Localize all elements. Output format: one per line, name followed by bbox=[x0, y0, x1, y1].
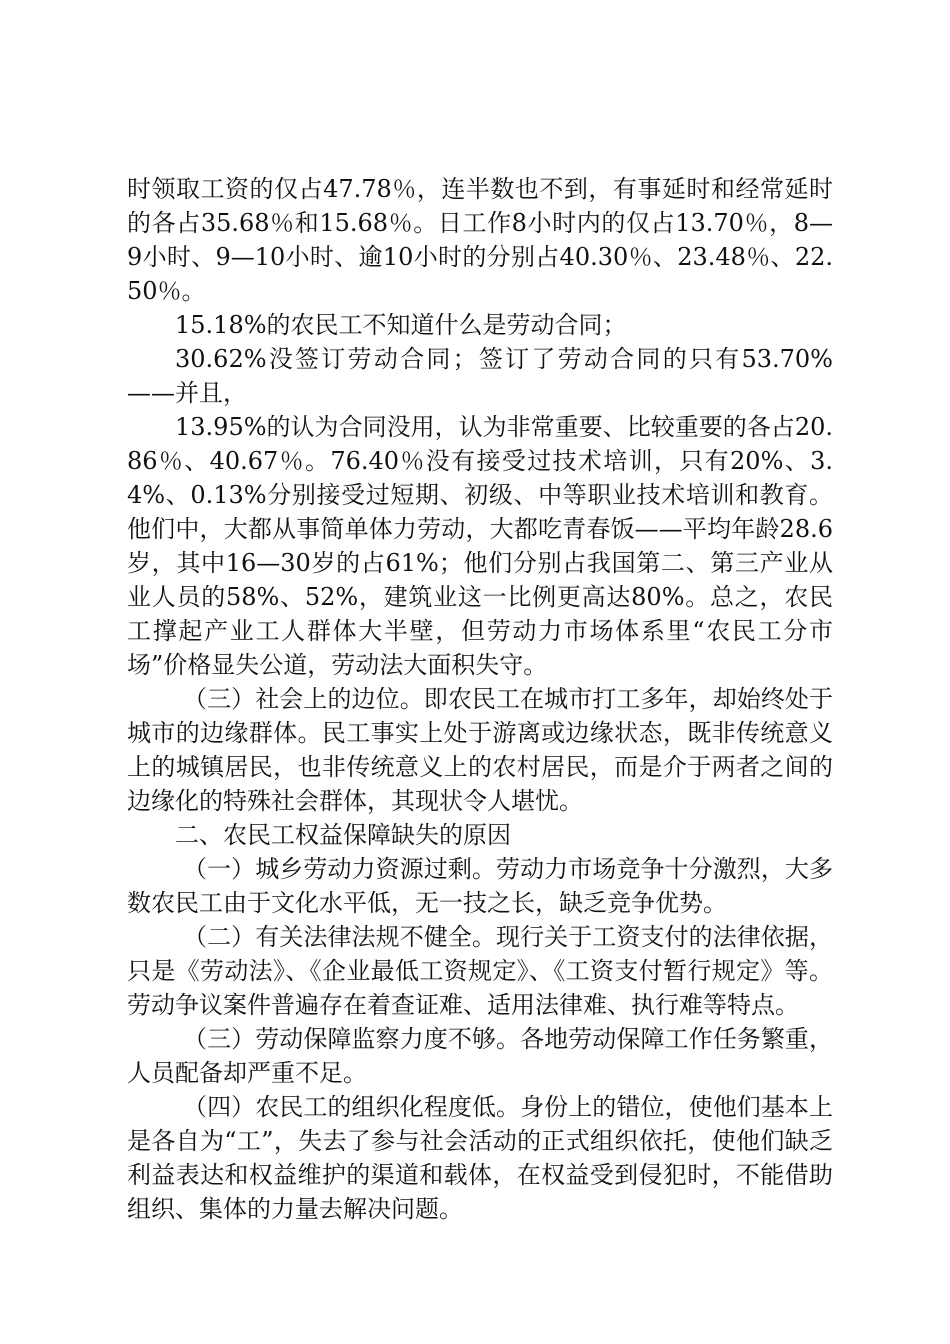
paragraph-cause-labor-surplus: （一）城乡劳动力资源过剩。劳动力市场竞争十分激烈，大多数农民工由于文化水平低，无一技之长，缺乏竞争优势。 bbox=[127, 855, 833, 917]
paragraph-social-marginal: （三）社会上的边位。即农民工在城市打工多年，却始终处于城市的边缘群体。民工事实上处于游离或边缘状态，既非传统意义上的城镇居民，也非传统意义上的农村居民，而是介于两者之间的边缘化的特殊社会群体，其现状令人堪忧。 bbox=[127, 685, 833, 815]
paragraph-wage-statistics: 时领取工资的仅占47.78％，连半数也不到，有事延时和经常延时的各占35.68％和15.68％。日工作8小时内的仅占13.70％，8—9小时、9—10小时、逾10小时的分别占40.30％、23.48％、22.50％。 bbox=[127, 175, 833, 305]
paragraph-training-statistics: 13.95%的认为合同没用，认为非常重要、比较重要的各占20.86％、40.67％。76.40％没有接受过技术培训，只有20%、3.4%、0.13%分别接受过短期、初级、中等职业技术培训和教育。他们中，大都从事简单体力劳动，大都吃青春饭——平均年龄28.6岁，其中16—30岁的占61%；他们分别占我国第二、第三产业从业人员的58%、52%，建筑业这一比例更高达80%。总之，农民工撑起产业工人群体大半壁，但劳动力市场体系里“农民工分市场”价格显失公道，劳动法大面积失守。 bbox=[127, 413, 833, 679]
document-body bbox=[127, 172, 833, 1226]
paragraph-contract-unknown: 15.18%的农民工不知道什么是劳动合同； bbox=[175, 311, 627, 339]
paragraph-contract-unsigned: 30.62%没签订劳动合同；签订了劳动合同的只有53.70%——并且， bbox=[127, 345, 833, 407]
paragraph-cause-laws: （二）有关法律法规不健全。现行关于工资支付的法律依据，只是《劳动法》、《企业最低工资规定》、《工资支付暂行规定》等。劳动争议案件普遍存在着查证难、适用法律难、执行难等特点。 bbox=[127, 923, 833, 1019]
paragraph-cause-organization: （四）农民工的组织化程度低。身份上的错位，使他们基本上是各自为“工”，失去了参与社会活动的正式组织依托，使他们缺乏利益表达和权益维护的渠道和载体，在权益受到侵犯时，不能借助组织、集体的力量去解决问题。 bbox=[127, 1093, 833, 1223]
section-heading-causes: 二、农民工权益保障缺失的原因 bbox=[175, 821, 511, 849]
paragraph-cause-supervision: （三）劳动保障监察力度不够。各地劳动保障工作任务繁重，人员配备却严重不足。 bbox=[127, 1025, 833, 1087]
